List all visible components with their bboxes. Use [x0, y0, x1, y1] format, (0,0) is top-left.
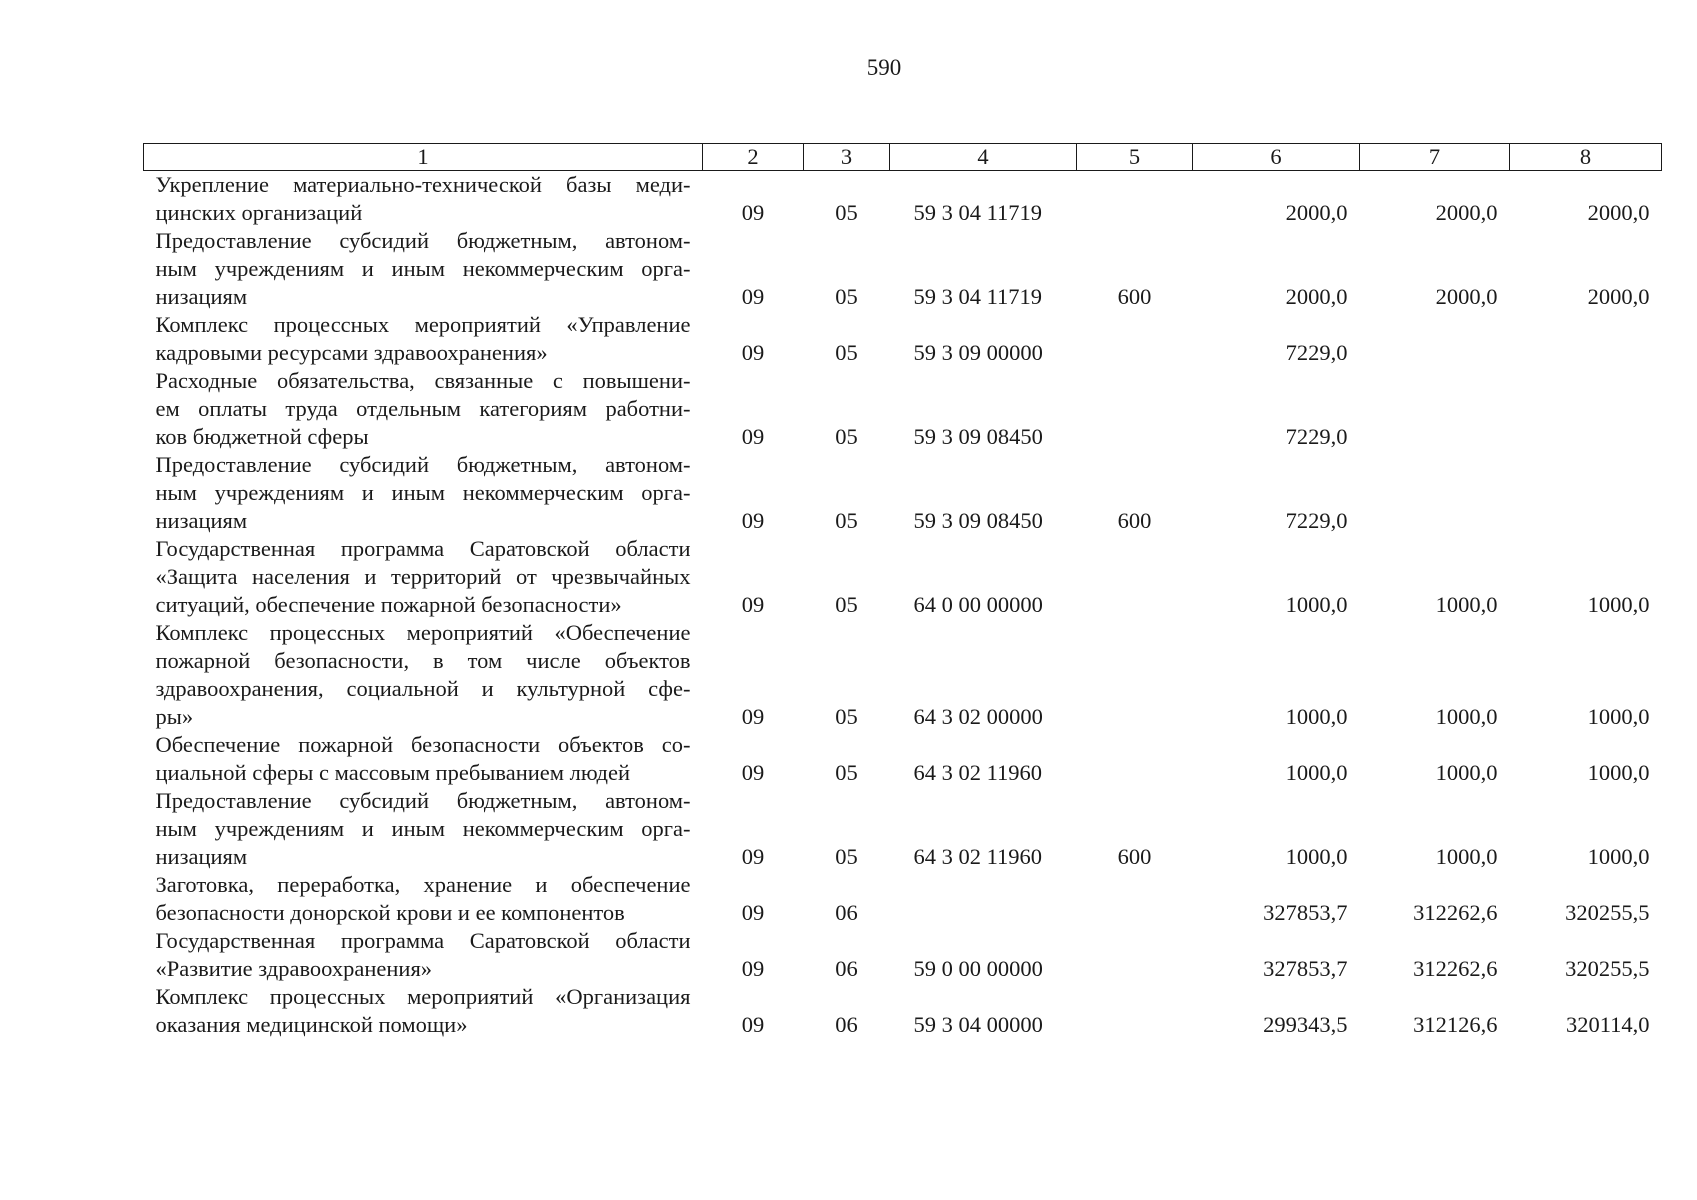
table-row — [144, 367, 1662, 451]
row-value-8: 2000,0 — [1587, 200, 1650, 225]
row-expense-type — [1077, 927, 1193, 983]
row-name-line: ным учреждениям и иным некоммерческим орга- — [155, 816, 691, 841]
row-expense-type: 600 — [1117, 284, 1152, 309]
row-name — [144, 451, 703, 535]
row-section: 09 — [741, 956, 765, 981]
row-value-6: 1000,0 — [1285, 844, 1348, 869]
table-row — [144, 983, 1662, 1039]
row-subsection: 05 — [835, 760, 858, 785]
table-header — [144, 144, 1662, 171]
row-name-line: Расходные обязательства, связанные с повышени- — [155, 368, 691, 393]
row-value-6: 327853,7 — [1263, 956, 1348, 981]
row-subsection: 06 — [835, 1012, 858, 1037]
row-target-article: 64 0 00 00000 — [913, 592, 1043, 617]
row-value-7: 1000,0 — [1435, 760, 1498, 785]
row-name — [144, 983, 703, 1039]
row-target-article: 59 3 09 08450 — [913, 424, 1043, 449]
row-name-line: цинских организаций — [155, 200, 363, 225]
row-section: 09 — [741, 508, 765, 533]
row-section: 09 — [741, 844, 765, 869]
row-value-6: 2000,0 — [1285, 284, 1348, 309]
row-value-8: 1000,0 — [1587, 592, 1650, 617]
table-body — [144, 171, 1662, 1040]
table-row — [144, 311, 1662, 367]
row-name-line: циальной сферы с массовым пребыванием людей — [155, 760, 630, 785]
header-col-5: 5 — [1077, 144, 1193, 171]
page-number: 590 — [866, 55, 902, 80]
table-row — [144, 171, 1662, 228]
row-value-7 — [1360, 367, 1510, 451]
row-name — [144, 871, 703, 927]
row-name — [144, 787, 703, 871]
row-value-7: 1000,0 — [1435, 704, 1498, 729]
row-value-7: 312262,6 — [1413, 956, 1498, 981]
row-name — [144, 619, 703, 731]
row-section: 09 — [741, 900, 765, 925]
row-value-8: 2000,0 — [1587, 284, 1650, 309]
row-value-8: 320255,5 — [1565, 956, 1650, 981]
row-section: 09 — [741, 200, 765, 225]
row-section: 09 — [741, 760, 765, 785]
row-section: 09 — [741, 424, 765, 449]
row-section: 09 — [741, 284, 765, 309]
row-subsection: 05 — [835, 704, 858, 729]
row-expense-type — [1077, 535, 1193, 619]
table-row — [144, 451, 1662, 535]
header-col-3: 3 — [804, 144, 890, 171]
row-value-6: 2000,0 — [1285, 200, 1348, 225]
row-value-7: 1000,0 — [1435, 844, 1498, 869]
row-value-6: 1000,0 — [1285, 704, 1348, 729]
row-target-article: 64 3 02 00000 — [913, 704, 1043, 729]
row-value-8: 1000,0 — [1587, 704, 1650, 729]
row-name-line: оказания медицинской помощи» — [155, 1012, 468, 1037]
row-subsection: 05 — [835, 284, 858, 309]
row-value-6: 7229,0 — [1285, 424, 1348, 449]
row-name-line: Комплекс процессных мероприятий «Организация — [155, 984, 691, 1009]
row-value-7: 2000,0 — [1435, 284, 1498, 309]
budget-table — [143, 143, 1662, 1039]
row-subsection: 06 — [835, 900, 858, 925]
row-name-line: Предоставление субсидий бюджетным, автоном- — [155, 788, 691, 813]
row-name-line: здравоохранения, социальной и культурной сфе- — [155, 676, 691, 701]
row-target-article: 64 3 02 11960 — [913, 844, 1043, 869]
row-name-line: низациям — [155, 844, 248, 869]
row-name-line: Заготовка, переработка, хранение и обеспечение — [155, 872, 691, 897]
row-subsection: 05 — [835, 424, 858, 449]
row-subsection: 06 — [835, 956, 858, 981]
header-row — [144, 144, 1662, 171]
row-name — [144, 731, 703, 787]
row-target-article: 59 3 09 00000 — [913, 340, 1043, 365]
row-expense-type: 600 — [1117, 844, 1152, 869]
header-col-6: 6 — [1193, 144, 1360, 171]
row-value-8: 1000,0 — [1587, 844, 1650, 869]
row-name-line: Комплекс процессных мероприятий «Обеспечение — [155, 620, 691, 645]
row-name-line: Предоставление субсидий бюджетным, автоном- — [155, 452, 691, 477]
row-value-8 — [1510, 367, 1662, 451]
row-name — [144, 227, 703, 311]
row-value-7: 312126,6 — [1413, 1012, 1498, 1037]
row-value-8: 1000,0 — [1587, 760, 1650, 785]
row-value-6: 1000,0 — [1285, 592, 1348, 617]
row-value-7: 1000,0 — [1435, 592, 1498, 617]
row-expense-type — [1077, 367, 1193, 451]
table-row — [144, 927, 1662, 983]
row-value-7 — [1360, 311, 1510, 367]
row-name-line: Комплекс процессных мероприятий «Управление — [155, 312, 691, 337]
row-value-7 — [1360, 451, 1510, 535]
row-subsection: 05 — [835, 200, 858, 225]
row-value-6: 1000,0 — [1285, 760, 1348, 785]
row-name-line: Укрепление материально-технической базы меди- — [155, 172, 691, 197]
header-col-2: 2 — [703, 144, 804, 171]
table-row — [144, 535, 1662, 619]
row-value-7: 312262,6 — [1413, 900, 1498, 925]
table-row — [144, 619, 1662, 731]
row-name — [144, 367, 703, 451]
row-name — [144, 311, 703, 367]
row-name-line: «Развитие здравоохранения» — [155, 956, 433, 981]
row-value-6: 327853,7 — [1263, 900, 1348, 925]
row-name-line: ков бюджетной сферы — [155, 424, 369, 449]
row-expense-type — [1077, 731, 1193, 787]
row-expense-type — [1077, 171, 1193, 228]
row-target-article — [890, 871, 1077, 927]
row-name-line: ным учреждениям и иным некоммерческим орга- — [155, 480, 691, 505]
row-name-line: низациям — [155, 284, 248, 309]
row-section: 09 — [741, 340, 765, 365]
row-name-line: низациям — [155, 508, 248, 533]
row-value-7: 2000,0 — [1435, 200, 1498, 225]
row-expense-type — [1077, 619, 1193, 731]
row-name-line: безопасности донорской крови и ее компонентов — [155, 900, 625, 925]
row-subsection: 05 — [835, 592, 858, 617]
row-expense-type — [1077, 311, 1193, 367]
row-name-line: Государственная программа Саратовской области — [155, 928, 691, 953]
header-col-4: 4 — [890, 144, 1077, 171]
row-name-line: пожарной безопасности, в том числе объектов — [155, 648, 691, 673]
table-row — [144, 871, 1662, 927]
row-name-line: ры» — [155, 704, 194, 729]
row-expense-type — [1077, 871, 1193, 927]
row-subsection: 05 — [835, 508, 858, 533]
row-target-article: 59 3 04 11719 — [913, 200, 1043, 225]
row-target-article: 59 0 00 00000 — [913, 956, 1043, 981]
row-value-8: 320255,5 — [1565, 900, 1650, 925]
row-name-line: ным учреждениям и иным некоммерческим орга- — [155, 256, 691, 281]
row-subsection: 05 — [835, 844, 858, 869]
table-row — [144, 731, 1662, 787]
header-col-7: 7 — [1360, 144, 1510, 171]
row-value-6: 299343,5 — [1263, 1012, 1348, 1037]
header-col-1: 1 — [144, 144, 703, 171]
row-value-6: 7229,0 — [1285, 340, 1348, 365]
row-value-6: 7229,0 — [1285, 508, 1348, 533]
table-row — [144, 227, 1662, 311]
row-name — [144, 171, 703, 228]
row-name — [144, 535, 703, 619]
row-section: 09 — [741, 1012, 765, 1037]
row-name-line: ем оплаты труда отдельным категориям работни- — [155, 396, 691, 421]
row-name-line: «Защита населения и территорий от чрезвычайных — [155, 564, 691, 589]
row-target-article: 59 3 04 11719 — [913, 284, 1043, 309]
row-section: 09 — [741, 704, 765, 729]
row-name — [144, 927, 703, 983]
row-expense-type — [1077, 983, 1193, 1039]
row-name-line: кадровыми ресурсами здравоохранения» — [155, 340, 548, 365]
row-target-article: 59 3 04 00000 — [913, 1012, 1043, 1037]
row-name-line: ситуаций, обеспечение пожарной безопасности» — [155, 592, 622, 617]
row-subsection: 05 — [835, 340, 858, 365]
header-col-8: 8 — [1510, 144, 1662, 171]
table-row — [144, 787, 1662, 871]
row-expense-type: 600 — [1117, 508, 1152, 533]
row-section: 09 — [741, 592, 765, 617]
row-name-line: Государственная программа Саратовской области — [155, 536, 691, 561]
row-target-article: 59 3 09 08450 — [913, 508, 1043, 533]
row-name-line: Предоставление субсидий бюджетным, автоном- — [155, 228, 691, 253]
row-value-8 — [1510, 451, 1662, 535]
row-value-8: 320114,0 — [1565, 1012, 1650, 1037]
row-target-article: 64 3 02 11960 — [913, 760, 1043, 785]
row-name-line: Обеспечение пожарной безопасности объектов со- — [155, 732, 691, 757]
row-value-8 — [1510, 311, 1662, 367]
